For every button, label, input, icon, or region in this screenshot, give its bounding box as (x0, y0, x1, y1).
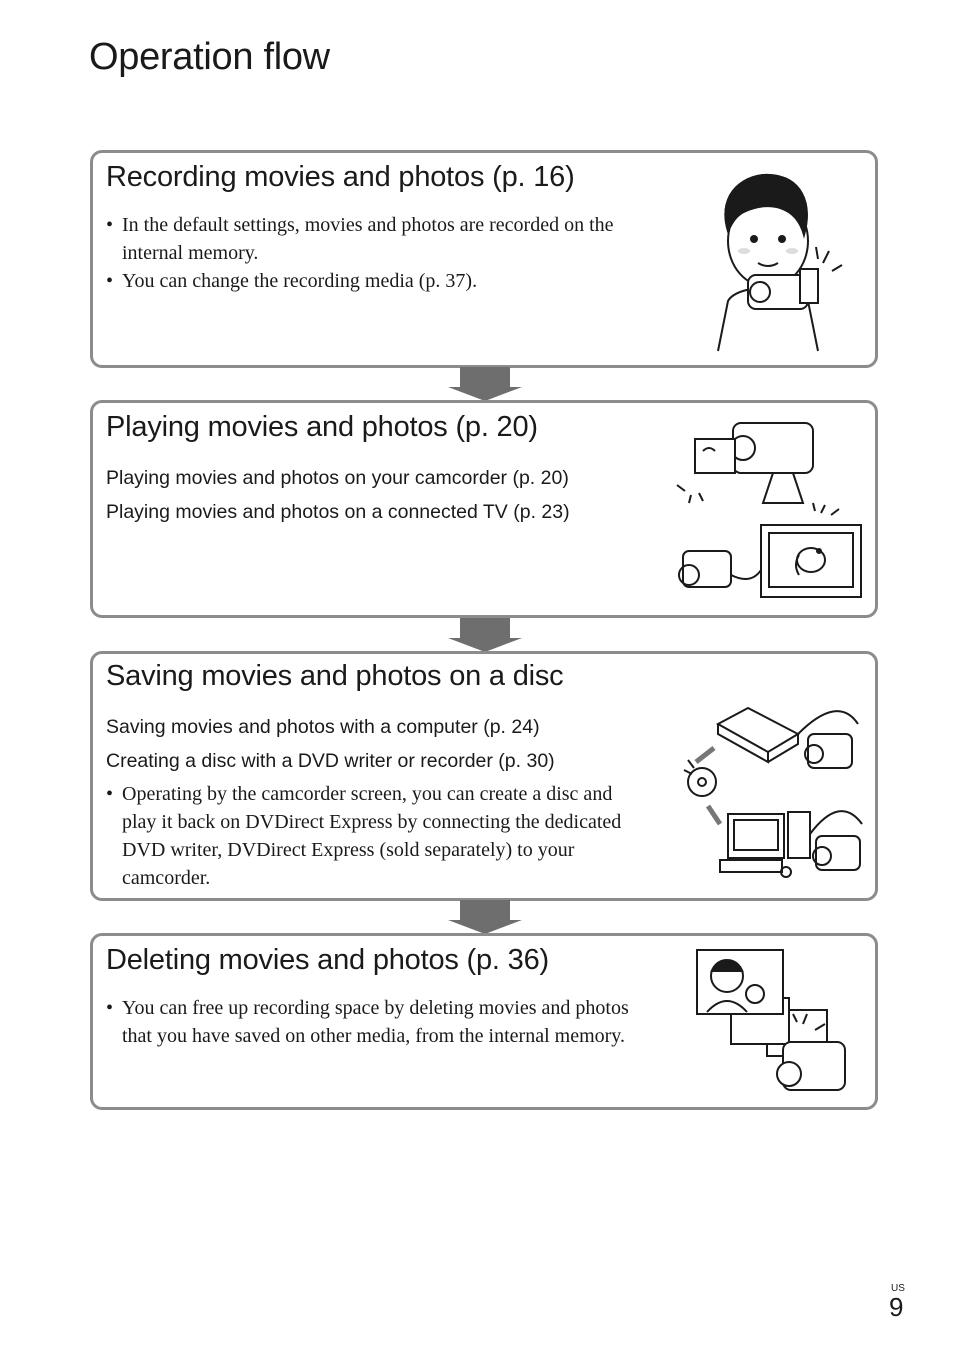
reference-line: Creating a disc with a DVD writer or recorder (p. 30) (106, 750, 555, 772)
page-number: 9 (889, 1292, 904, 1322)
section-deleting (90, 933, 878, 1110)
section-body-saving (106, 710, 651, 892)
section-saving (90, 651, 878, 901)
person-recording-illustration (708, 171, 843, 353)
section-title-recording: Recording movies and photos (p. 16) (106, 161, 575, 193)
section-recording (90, 150, 878, 368)
disc-creation-illustration (678, 704, 868, 889)
reference-line: Saving movies and photos with a computer (p. 24) (106, 716, 540, 738)
camcorder-playback-illustration (673, 415, 868, 600)
section-playing (90, 400, 878, 618)
section-body-playing (106, 461, 651, 529)
page-title: Operation flow (89, 36, 330, 78)
reference-line: Playing movies and photos on a connected TV (p. 23) (106, 501, 570, 523)
bullet-item: • You can free up recording space by deleting movies and photos that you have saved on other media, from the internal memory. (106, 994, 651, 1050)
bullet-item: • Operating by the camcorder screen, you can create a disc and play it back on DVDirect Express by connecting the dedicated DVD writer, DVDirect Express (sold separately) to your camcorder. (106, 780, 651, 892)
photo-deletion-illustration (693, 946, 853, 1096)
region-code: US (891, 1283, 905, 1294)
section-body-deleting (106, 994, 651, 1050)
section-body-recording (106, 211, 651, 295)
flow-arrow (448, 618, 522, 652)
section-title-saving: Saving movies and photos on a disc (106, 660, 564, 692)
flow-arrow (448, 367, 522, 401)
section-title-deleting: Deleting movies and photos (p. 36) (106, 944, 549, 976)
bullet-item: • In the default settings, movies and photos are recorded on the internal memory. (106, 211, 651, 267)
section-title-playing: Playing movies and photos (p. 20) (106, 411, 538, 443)
flow-arrow (448, 900, 522, 934)
bullet-item: • You can change the recording media (p. 37). (106, 267, 651, 295)
reference-line: Playing movies and photos on your camcorder (p. 20) (106, 467, 569, 489)
